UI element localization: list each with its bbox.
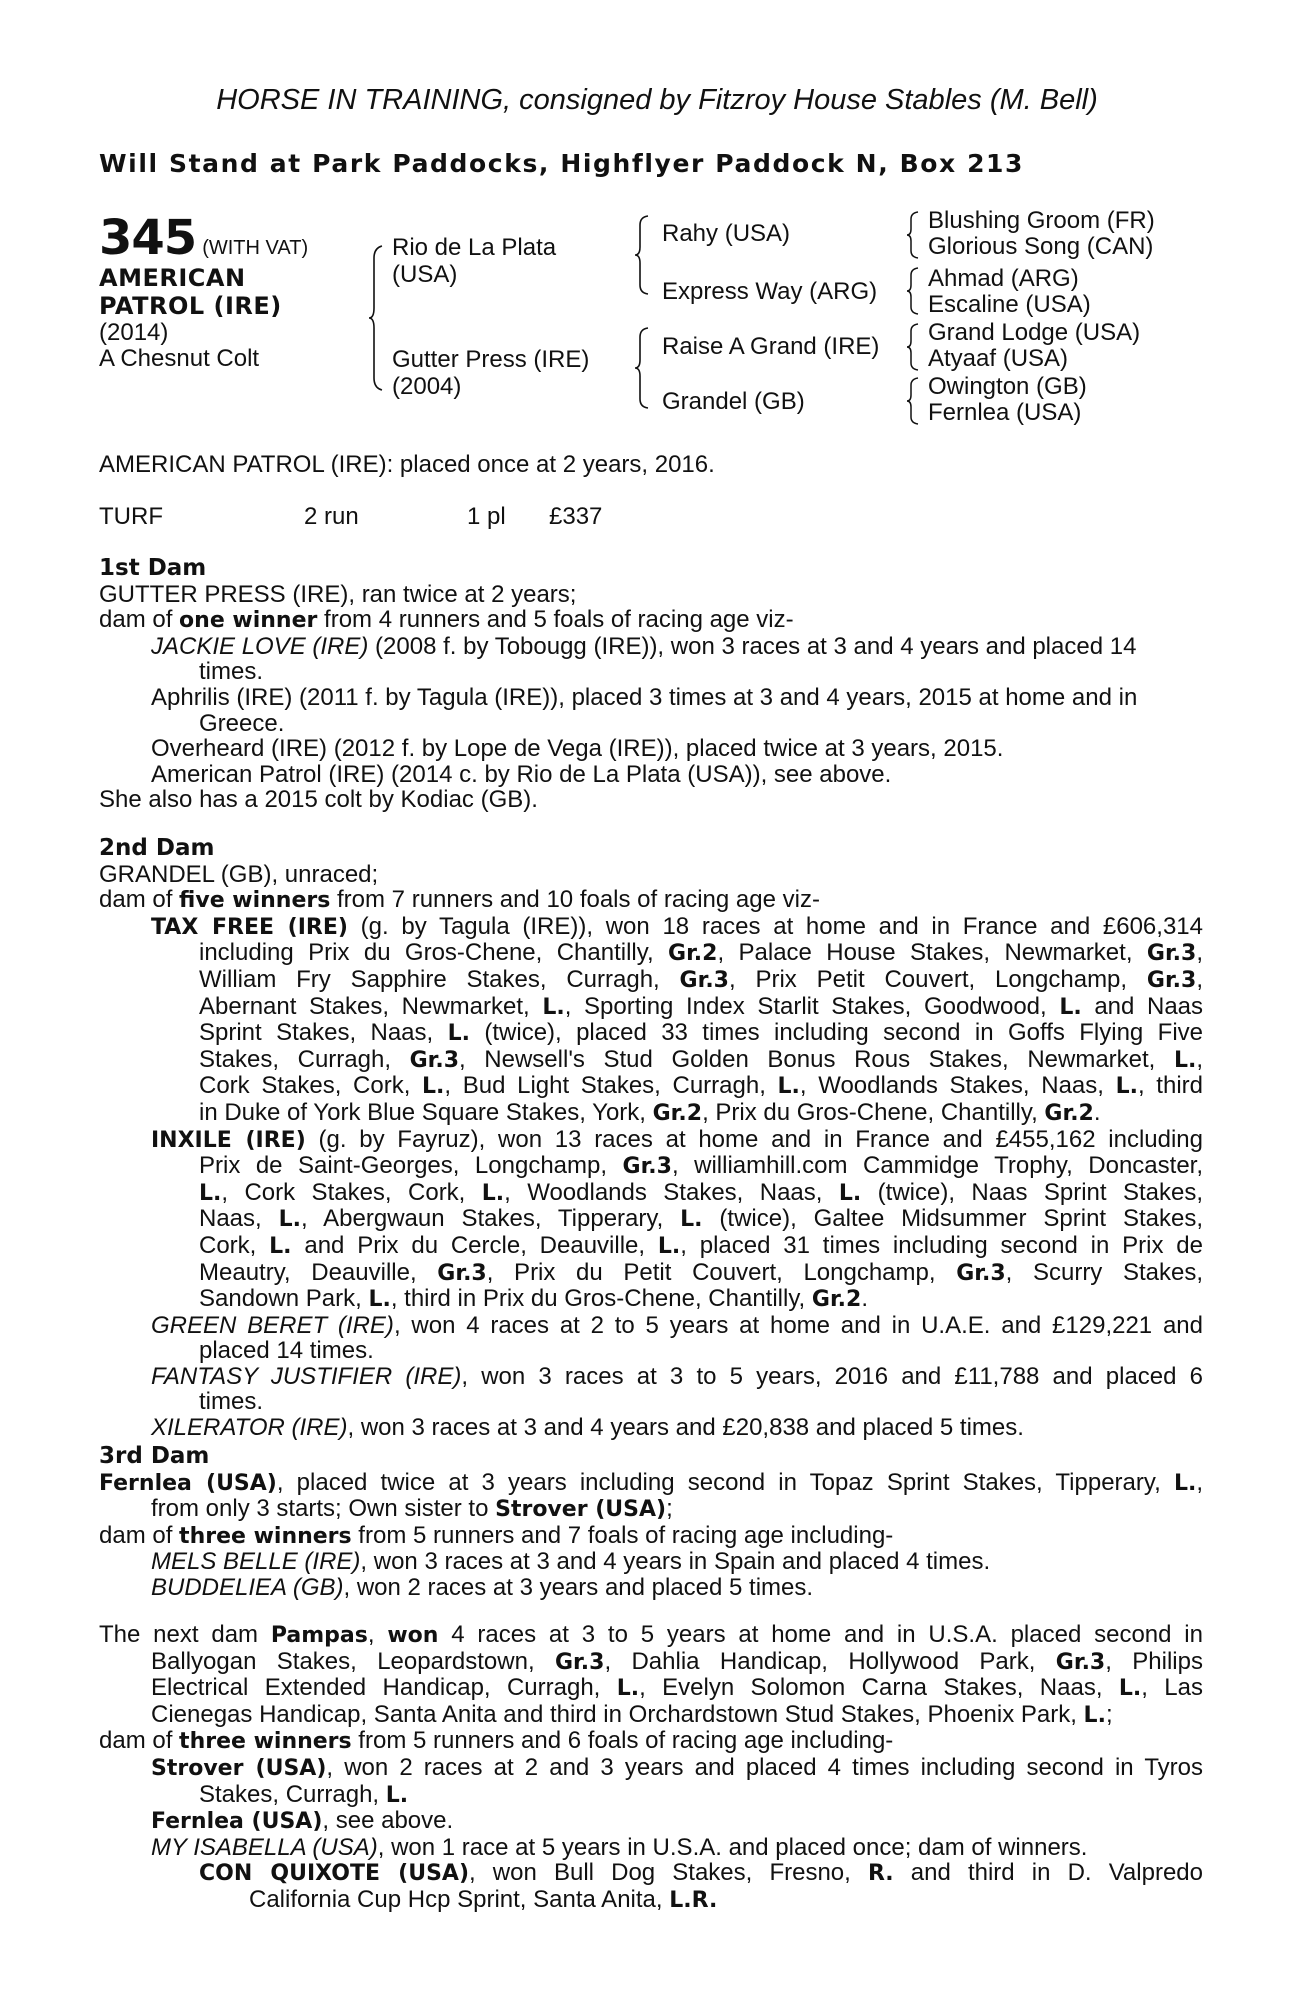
pedigree-brace-5: [906, 266, 920, 316]
consignor-heading: HORSE IN TRAINING, consigned by Fitzroy House Stables (M. Bell): [216, 84, 1098, 116]
text: , won 2 races at 3 years and placed 5 times.: [343, 1573, 814, 1601]
grade: L.: [777, 1074, 800, 1100]
text: Abernant Stakes, Newmarket,: [199, 992, 543, 1020]
text: , Scurry Stakes,: [1005, 1258, 1204, 1286]
text: from 4 runners and 5 foals of racing age viz-: [317, 606, 794, 634]
first-dam-intro: GUTTER PRESS (IRE), ran twice at 2 years;: [99, 580, 577, 608]
produce-inxile: [99, 1127, 1203, 1154]
grade: L.: [1083, 1702, 1106, 1728]
text: and Naas: [1081, 992, 1204, 1020]
winners-count: one winner: [179, 608, 318, 634]
pedigree-sire: Rio de La Plata (USA): [392, 234, 557, 288]
text-line: [99, 1887, 1203, 1914]
text: California Cup Hcp Sprint, Santa Anita,: [249, 1885, 670, 1913]
grade: R.: [867, 1861, 894, 1887]
text: , Prix du Petit Couvert, Longchamp,: [486, 1258, 957, 1286]
text: ,: [1196, 939, 1203, 967]
pedigree-dam-dam: Grandel (GB): [662, 388, 805, 415]
winners-count: three winners: [179, 1523, 352, 1549]
produce-fantasy-justifier: [99, 1364, 1203, 1390]
text: .: [861, 1285, 868, 1313]
text: , Sporting Index Starlit Stakes, Goodwood,: [564, 992, 1060, 1020]
text-line: [99, 1675, 1203, 1702]
first-dam-produce-line: [99, 607, 1203, 634]
produce-green-beret: [99, 1313, 1203, 1339]
grade: L.: [1173, 1470, 1197, 1496]
text: ,: [367, 1621, 388, 1648]
second-dam-heading: 2nd Dam: [99, 835, 215, 861]
first-dam-heading: 1st Dam: [99, 555, 207, 581]
produce-american-patrol: American Patrol (IRE) (2014 c. by Rio de La Plata (USA)), see above.: [151, 760, 892, 788]
horse-description: A Chesnut Colt: [99, 345, 260, 372]
horse-name: Pampas: [270, 1623, 368, 1648]
text: dam of: [99, 1727, 180, 1755]
text: dam of: [99, 1521, 180, 1549]
horse-name: INXILE (IRE): [151, 1127, 306, 1153]
text: , Dahlia Handicap, Hollywood Park,: [604, 1647, 1056, 1675]
record-runs: 2 run: [304, 503, 359, 530]
horse-name: MELS BELLE (IRE): [151, 1548, 361, 1576]
pedigree-g1: Blushing Groom (FR): [928, 207, 1155, 234]
grade: L.: [680, 1207, 703, 1233]
grade: L.: [368, 1287, 391, 1313]
text-line: [99, 1260, 1203, 1287]
text: from 7 runners and 10 foals of racing age viz-: [330, 886, 820, 914]
text: , Newsell's Stud Golden Bonus Rous Stakes, Newmarket,: [459, 1045, 1174, 1073]
horse-name: TAX FREE (IRE): [151, 914, 348, 940]
produce-fernlea: [99, 1808, 1203, 1835]
grade: L.R.: [669, 1887, 718, 1913]
second-dam-produce-line: [99, 887, 1203, 914]
text-line: [99, 1702, 1203, 1729]
pedigree-dam-sire: Raise A Grand (IRE): [662, 333, 880, 360]
vat-note: (WITH VAT): [202, 237, 309, 259]
text: ,: [1196, 1045, 1203, 1073]
third-dam-heading: 3rd Dam: [99, 1443, 210, 1469]
text: , placed 31 times including second in Prix de: [680, 1231, 1203, 1259]
text-line: [99, 1100, 1203, 1127]
text-line: [99, 1286, 1203, 1313]
grade: L.: [278, 1207, 301, 1233]
text: , won 3 races at 3 and 4 years in Spain and placed 4 times.: [360, 1548, 991, 1576]
grade: Gr.3: [437, 1260, 487, 1286]
pedigree-g5: Grand Lodge (USA): [928, 319, 1141, 346]
grade: L.: [542, 994, 565, 1020]
text: from 5 runners and 6 foals of racing age including-: [351, 1727, 894, 1755]
text: ;: [666, 1495, 673, 1523]
text: , Prix Petit Couvert, Longchamp,: [728, 965, 1147, 993]
text-line: [99, 1649, 1203, 1676]
grade: L.: [269, 1233, 292, 1259]
text: Sprint Stakes, Naas,: [199, 1019, 448, 1047]
grade: Gr.3: [622, 1154, 672, 1180]
horse-name: MY ISABELLA (USA): [151, 1833, 378, 1861]
pedigree-sire-sire: Rahy (USA): [662, 220, 791, 247]
text: (twice), placed 33 times including second in Goffs Flying Five: [469, 1019, 1203, 1047]
pedigree-g6: Atyaaf (USA): [928, 345, 1069, 372]
text: , Bud Light Stakes, Curragh,: [444, 1072, 778, 1100]
pedigree-g2: Glorious Song (CAN): [928, 233, 1154, 260]
grade: Gr.2: [652, 1100, 703, 1126]
first-dam-section: [99, 556, 1203, 813]
winners-count: five winners: [179, 888, 331, 914]
text: from only 3 starts; Own sister to: [151, 1495, 496, 1523]
text: (twice), Naas Sprint Stakes,: [861, 1178, 1203, 1206]
text: William Fry Sapphire Stakes, Curragh,: [199, 965, 680, 993]
text: , third: [1137, 1072, 1203, 1100]
text: .: [1093, 1098, 1101, 1126]
grade: L.: [1173, 1047, 1197, 1073]
pedigree-brace-6: [906, 322, 920, 372]
horse-name: Strover (USA): [495, 1497, 667, 1523]
third-dam-intro: [99, 1470, 1203, 1497]
text: dam of: [99, 606, 180, 634]
text: times.: [199, 1388, 264, 1416]
pedigree-g8: Fernlea (USA): [928, 399, 1082, 426]
record-surface: TURF: [99, 503, 163, 530]
text: Naas,: [199, 1205, 279, 1233]
produce-jackie-love: [99, 634, 1203, 660]
text: , Prix du Gros-Chene, Chantilly,: [702, 1098, 1045, 1126]
grade: Gr.2: [1044, 1100, 1094, 1126]
text-line: [99, 967, 1203, 994]
text: , Woodlands Stakes, Naas,: [799, 1072, 1116, 1100]
horse-name: FANTASY JUSTIFIER (IRE): [151, 1362, 462, 1390]
grade: Gr.2: [668, 941, 718, 967]
pedigree-g4: Escaline (USA): [928, 291, 1091, 318]
pedigree-brace-3: [634, 326, 650, 410]
grade: Gr.3: [555, 1649, 605, 1675]
text: Cork,: [199, 1231, 270, 1259]
third-dam-produce-line: [99, 1523, 1203, 1550]
text: , won 2 races at 2 and 3 years and placed 4 times including second in Tyros: [326, 1753, 1204, 1781]
text: , won Bull Dog Stakes, Fresno,: [469, 1859, 868, 1887]
text: , Philips: [1105, 1647, 1203, 1675]
text: in Duke of York Blue Square Stakes, York,: [199, 1098, 653, 1126]
grade: L.: [838, 1180, 862, 1206]
text: , won 3 races at 3 to 5 years, 2016 and £11,788 and placed 6: [461, 1362, 1204, 1390]
produce-strover: [99, 1755, 1203, 1782]
text: and third in D. Valpredo: [893, 1859, 1203, 1887]
second-dam-section: [99, 836, 1203, 1441]
produce-overheard: Overheard (IRE) (2012 f. by Lope de Vega (IRE)), placed twice at 3 years, 2015.: [151, 735, 1004, 763]
text-line: [99, 1206, 1203, 1233]
produce-mels-belle: [99, 1549, 1203, 1575]
grade: Gr.3: [1055, 1649, 1106, 1675]
text-line: [99, 1496, 1203, 1523]
text: , Abergwaun Stakes, Tipperary,: [300, 1205, 681, 1233]
grade: Gr.2: [811, 1287, 862, 1313]
horse-name: AMERICAN PATROL (IRE): [99, 264, 282, 320]
text: The next dam: [99, 1621, 271, 1648]
text: , Cork Stakes, Cork,: [221, 1178, 482, 1206]
stand-location: Will Stand at Park Paddocks, Highflyer Paddock N, Box 213: [99, 149, 1025, 178]
grade: L.: [657, 1233, 681, 1259]
text-line: [99, 1047, 1203, 1074]
horse-name: Strover (USA): [151, 1755, 327, 1781]
text: Electrical Extended Handicap, Curragh,: [151, 1674, 617, 1702]
lot-number: 345: [99, 210, 197, 266]
horse-name: Fernlea (USA): [99, 1470, 277, 1496]
grade: Gr.3: [679, 967, 729, 993]
text: Meautry, Deauville,: [199, 1258, 438, 1286]
pedigree-g3: Ahmad (ARG): [928, 265, 1079, 292]
text: Stakes, Curragh,: [199, 1045, 410, 1073]
text: , Las: [1141, 1674, 1204, 1702]
summary-text: AMERICAN PATROL (IRE): placed once at 2 years, 2016.: [99, 451, 715, 478]
horse-name: JACKIE LOVE (IRE): [151, 632, 369, 660]
text: , placed twice at 3 years including second in Topaz Sprint Stakes, Tipperary,: [276, 1468, 1174, 1496]
third-dam-section: [99, 1444, 1203, 1601]
grade: Gr.3: [1146, 967, 1197, 993]
grade: L.: [616, 1676, 640, 1702]
record-earnings: £337: [549, 503, 603, 530]
produce-buddeliea: [99, 1575, 1203, 1601]
text: (twice), Galtee Midsummer Sprint Stakes,: [702, 1205, 1203, 1233]
text-line: [99, 1020, 1203, 1047]
text-bold: won: [387, 1623, 439, 1648]
text: , won 4 races at 2 to 5 years at home and in U.A.E. and £129,221 and: [393, 1311, 1203, 1339]
text-line: [99, 940, 1203, 967]
produce-xilerator: [99, 1415, 1203, 1441]
text-line: [99, 1782, 1203, 1809]
pedigree-g7: Owington (GB): [928, 373, 1087, 400]
pedigree-brace-4: [906, 210, 920, 260]
text-line: [99, 994, 1203, 1021]
text: , third in Prix du Gros-Chene, Chantilly,: [390, 1285, 812, 1313]
horse-name: CON QUIXOTE (USA): [199, 1861, 470, 1887]
grade: L.: [199, 1180, 222, 1206]
grade: Gr.3: [1146, 941, 1197, 967]
next-dam-intro: [99, 1622, 1203, 1649]
grade: Gr.3: [956, 1260, 1006, 1286]
next-dam-section: [99, 1622, 1203, 1914]
grade: L.: [385, 1782, 409, 1808]
text-line: [99, 1233, 1203, 1260]
text: times.: [199, 658, 264, 686]
text: Ballyogan Stakes, Leopardstown,: [151, 1647, 555, 1675]
text: ,: [1196, 1468, 1203, 1496]
produce-con-quixote: [99, 1860, 1203, 1887]
produce-tax-free: [99, 914, 1203, 941]
produce-aphrilis: Aphrilis (IRE) (2011 f. by Tagula (IRE)), placed 3 times at 3 and 4 years, 2015 at home and in: [151, 683, 1138, 711]
text: ,: [1196, 965, 1203, 993]
text: (2008 f. by Tobougg (IRE)), won 3 races at 3 and 4 years and placed 14: [368, 632, 1137, 660]
horse-name: GREEN BERET (IRE): [151, 1311, 394, 1339]
text: ;: [1105, 1700, 1113, 1728]
next-dam-produce-line: [99, 1728, 1203, 1755]
text: Sandown Park,: [199, 1285, 369, 1313]
pedigree-dam: Gutter Press (IRE) (2004): [392, 346, 590, 400]
text-line: [99, 1180, 1203, 1207]
second-dam-intro: GRANDEL (GB), unraced;: [99, 860, 379, 888]
horse-name: BUDDELIEA (GB): [151, 1573, 344, 1601]
grade: L.: [1115, 1074, 1138, 1100]
pedigree-brace-1: [368, 244, 384, 392]
text: Prix de Saint-Georges, Longchamp,: [199, 1152, 623, 1180]
pedigree-brace-7: [906, 376, 920, 426]
text: Cork Stakes, Cork,: [199, 1072, 423, 1100]
foaling-year: (2014): [99, 319, 169, 346]
winners-count: three winners: [179, 1729, 352, 1755]
text: dam of: [99, 886, 180, 914]
text: Cienegas Handicap, Santa Anita and third in Orchardstown Stud Stakes, Phoenix Park,: [151, 1700, 1084, 1728]
text: , Palace House Stakes, Newmarket,: [717, 939, 1147, 967]
grade: L.: [1118, 1676, 1142, 1702]
race-summary: [99, 452, 1203, 478]
text: (g. by Fayruz), won 13 races at home and in France and £455,162 including: [305, 1125, 1203, 1153]
text: , won 1 race at 5 years in U.S.A. and placed once; dam of winners.: [377, 1833, 1088, 1861]
pedigree-brace-2: [634, 214, 650, 296]
horse-name: XILERATOR (IRE): [151, 1414, 348, 1442]
pedigree-sire-dam: Express Way (ARG): [662, 278, 878, 305]
grade: L.: [422, 1074, 445, 1100]
text-line: [99, 1153, 1203, 1180]
text: (g. by Tagula (IRE)), won 18 races at home and in France and £606,314: [347, 912, 1203, 940]
text: placed 14 times.: [199, 1337, 374, 1365]
text: , williamhill.com Cammidge Trophy, Doncaster,: [671, 1152, 1203, 1180]
text: and Prix du Cercle, Deauville,: [291, 1231, 658, 1259]
text: , Woodlands Stakes, Naas,: [504, 1178, 839, 1206]
grade: L.: [447, 1021, 470, 1047]
grade: L.: [1059, 994, 1082, 1020]
text: 4 races at 3 to 5 years at home and in U.S.A. placed second in: [438, 1621, 1203, 1648]
produce-note: She also has a 2015 colt by Kodiac (GB).: [99, 786, 538, 814]
text-line: [99, 1073, 1203, 1100]
text: , won 3 races at 3 and 4 years and £20,838 and placed 5 times.: [347, 1414, 1024, 1442]
text: including Prix du Gros-Chene, Chantilly,: [199, 939, 669, 967]
text: from 5 runners and 7 foals of racing age including-: [351, 1521, 894, 1549]
produce-my-isabella: [99, 1835, 1203, 1861]
text: Greece.: [199, 709, 285, 737]
lot-number-line: [99, 210, 308, 266]
text: Stakes, Curragh,: [199, 1780, 386, 1808]
text: , see above.: [322, 1807, 454, 1835]
grade: L.: [481, 1180, 505, 1206]
grade: Gr.3: [409, 1047, 460, 1073]
horse-name: Fernlea (USA): [151, 1809, 323, 1835]
record-placed: 1 pl: [467, 503, 506, 530]
text: , Evelyn Solomon Carna Stakes, Naas,: [639, 1674, 1119, 1702]
